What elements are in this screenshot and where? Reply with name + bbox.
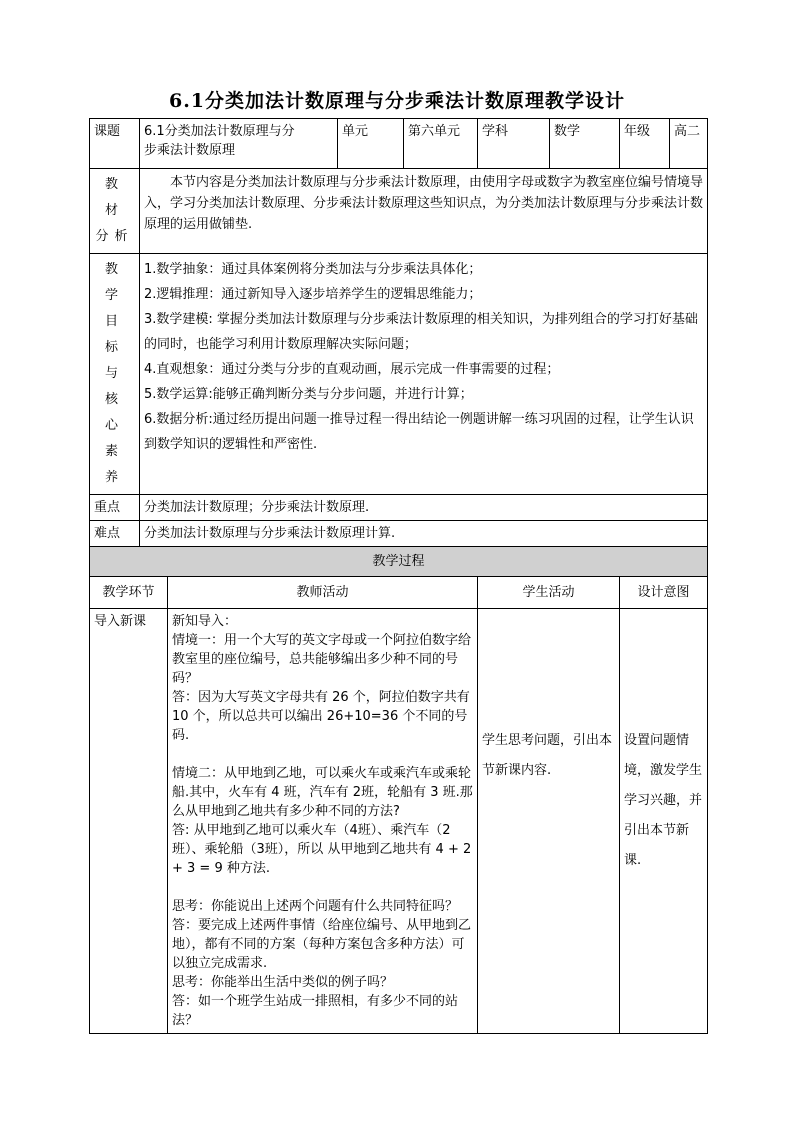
unit-value: 第六单元 (404, 119, 478, 169)
goals-label (90, 254, 140, 495)
goals-list (140, 254, 708, 495)
teacher-text: 情境二：从甲地到乙地，可以乘火车或乘汽车或乘轮船.其中，火车有 4 班，汽车有 2班，轮船有 3 班.那么从甲地到乙地共有多少种不同的方法? (172, 766, 473, 819)
teacher-text: 答: 从甲地到乙地可以乘火车（4班）、乘汽车（2班）、乘轮船（3班），所以 从甲地到乙地共有 4 + 2 + 3 = 9 种方法. (172, 823, 472, 876)
difficulties-label: 难点 (90, 521, 140, 547)
material-label (90, 169, 140, 254)
teacher-text: 情境一：用一个大写的英文字母或一个阿拉伯数字给教室里的座位编号，总共能够编出多少种不同的号码？ (172, 633, 472, 686)
unit-label: 单元 (338, 119, 404, 169)
difficulties-text: 分类加法计数原理与分步乘法计数原理计算. (140, 521, 708, 547)
key-points-row (90, 495, 708, 521)
difficulties-row (90, 521, 708, 547)
lesson-plan-table (89, 118, 708, 1034)
teacher-activity (168, 609, 478, 1034)
column-intent: 设计意图 (620, 577, 708, 609)
teacher-text: 答：因为大写英文字母共有 26 个，阿拉伯数字共有 10 个，所以总共可以编出 26+10=36 个不同的号码. (172, 690, 470, 743)
column-teacher: 教师活动 (168, 577, 478, 609)
stage-cell: 导入新课 (90, 609, 168, 1034)
goals-label-line-4: 心 素 (104, 418, 124, 459)
goals-label-line-1: 教 学 (104, 262, 124, 303)
goals-label-line-2: 目 标 (104, 314, 124, 355)
process-content-row (90, 609, 708, 1034)
goal-item: 5.数学运算:能够正确判断分类与分步问题，并进行计算； (144, 387, 473, 402)
process-columns-row (90, 577, 708, 609)
goal-item: 3.数学建模: 掌握分类加法计数原理与分步乘法计数原理的相关知识，为排列组合的学习打好基础的同时，也能学习利用计数原理解决实际问题； (144, 312, 698, 352)
column-student: 学生活动 (478, 577, 620, 609)
process-heading-row (90, 547, 708, 577)
teacher-text: 答：要完成上述两件事情（给座位编号、从甲地到乙地），都有不同的方案（每种方案包含多种方法）可以独立完成需求. (172, 918, 472, 971)
teacher-text: 答：如一个班学生站成一排照相，有多少不同的站法？ (172, 994, 459, 1028)
goals-row (90, 254, 708, 495)
teacher-text: 思考：你能举出生活中类似的例子吗？ (172, 975, 394, 990)
goal-item: 1.数学抽象：通过具体案例将分类加法与分步乘法具体化； (144, 262, 482, 277)
lesson-value (140, 119, 338, 169)
process-heading: 教学过程 (90, 547, 708, 577)
goal-item: 2.逻辑推理：通过新知导入逐步培养学生的逻辑思维能力； (144, 287, 482, 302)
subject-value: 数学 (550, 119, 620, 169)
teacher-text: 思考：你能说出上述两个问题有什么共同特征吗？ (172, 899, 459, 914)
student-activity (478, 609, 620, 1034)
teacher-text: 新知导入： (172, 614, 238, 629)
grade-label: 年级 (620, 119, 670, 169)
subject-label: 学科 (478, 119, 550, 169)
column-stage: 教学环节 (90, 577, 168, 609)
material-label-line-2: 分析 (95, 229, 134, 244)
material-row (90, 169, 708, 254)
material-label-line-1: 教 材 (104, 177, 124, 218)
page-title: 6.1分类加法计数原理与分步乘法计数原理教学设计 (168, 90, 626, 112)
grade-value: 高二 (670, 119, 708, 169)
info-row (90, 119, 708, 169)
key-points-label: 重点 (90, 495, 140, 521)
material-text: 本节内容是分类加法计数原理与分步乘法计数原理，由使用字母或数字为教室座位编号情境导入，学习分类加法计数原理、分步乘法计数原理这些知识点，为分类加法计数原理与分步乘法计数原理的运用做铺垫. (140, 169, 708, 254)
goals-label-line-5: 养 (104, 470, 124, 485)
goals-label-line-3: 与 核 (104, 366, 124, 407)
lesson-value-line-1: 6.1分类加法计数原理与分 (144, 124, 295, 139)
lesson-label: 课题 (90, 119, 140, 169)
intent-text: 设置问题情境，激发学生学习兴趣，并引出本节新课. (624, 733, 703, 868)
key-points-text: 分类加法计数原理；分步乘法计数原理. (140, 495, 708, 521)
design-intent (620, 609, 708, 1034)
goal-item: 4.直观想象：通过分类与分步的直观动画，展示完成一件事需要的过程； (144, 362, 560, 377)
lesson-value-line-2: 步乘法计数原理 (144, 143, 236, 158)
student-text: 学生思考问题，引出本节新课内容. (482, 733, 613, 778)
goal-item: 6.数据分析:通过经历提出问题一推导过程一得出结论一例题讲解一练习巩固的过程，让学生认识到数学知识的逻辑性和严密性. (144, 412, 694, 452)
